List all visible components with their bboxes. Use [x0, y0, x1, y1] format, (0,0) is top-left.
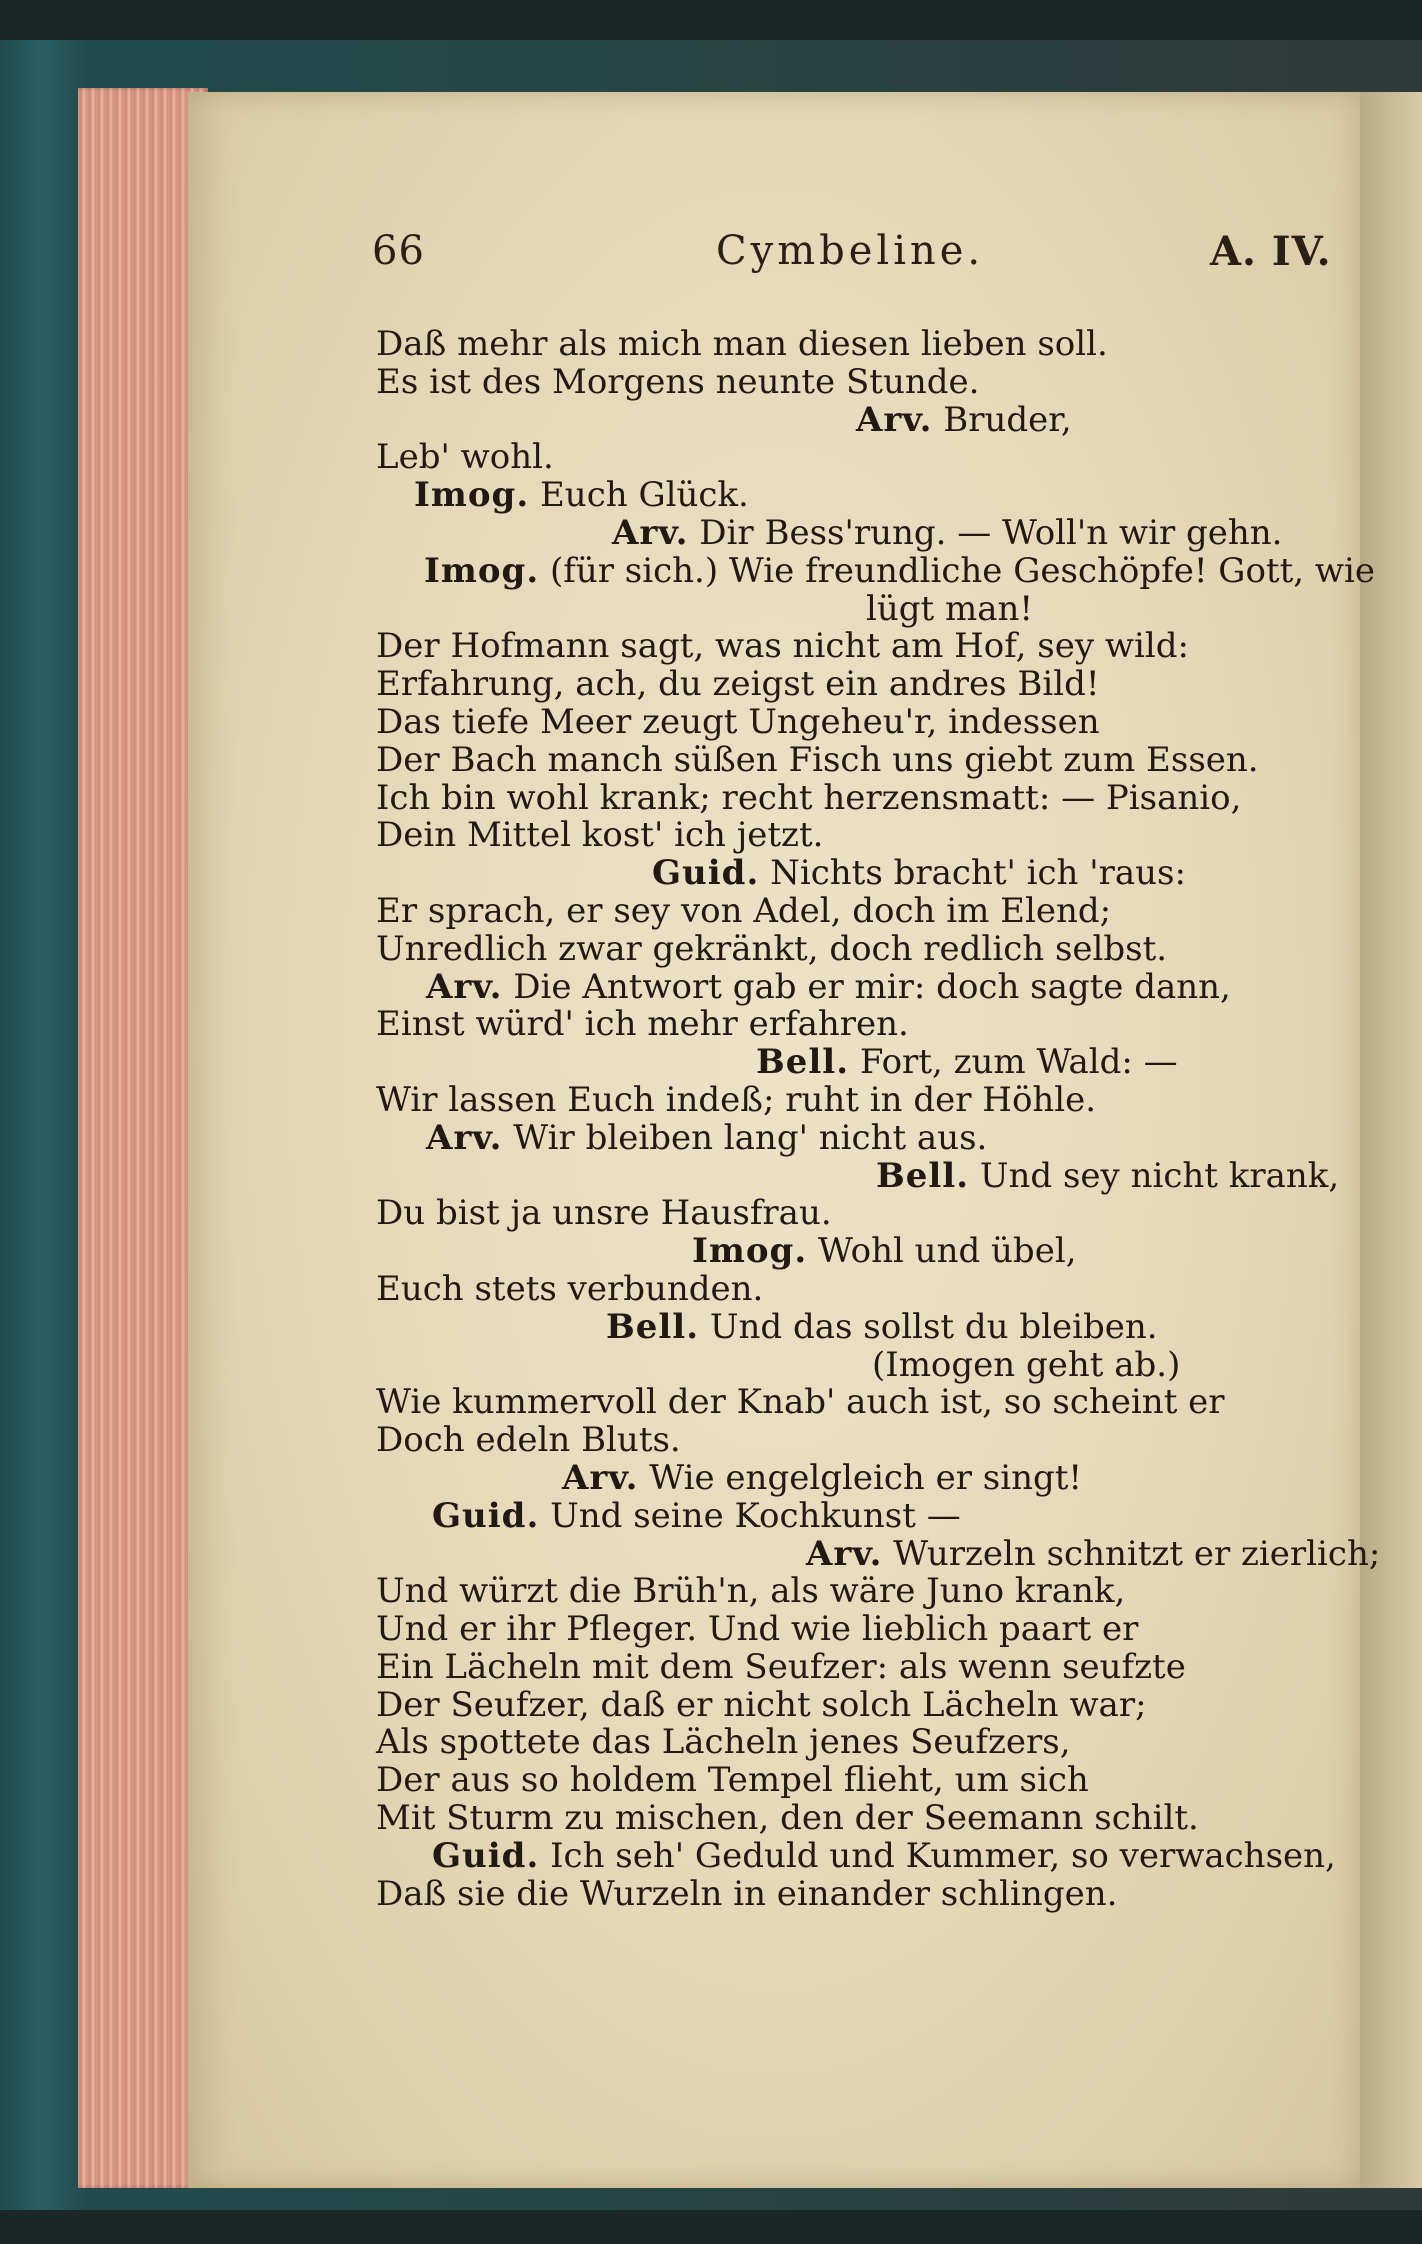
page-header — [0, 228, 1422, 288]
line-text: Wie engelgleich er singt! — [649, 1457, 1083, 1498]
line-text: Leb' wohl. — [376, 437, 554, 478]
line-text: Wie kummervoll der Knab' auch ist, so scheint er — [376, 1382, 1225, 1423]
text-line — [376, 777, 1346, 818]
speaker-name: Arv. — [612, 512, 689, 553]
line-text: Es ist des Morgens neunte Stunde. — [376, 361, 980, 402]
text-line — [376, 1611, 1346, 1649]
text-line — [376, 1457, 1346, 1498]
line-text: Unredlich zwar gekränkt, doch redlich selbst. — [376, 928, 1168, 969]
text-line — [376, 666, 1346, 704]
text-line — [376, 1800, 1346, 1838]
line-text: Er sprach, er sey von Adel, doch im Elend; — [376, 890, 1112, 931]
text-line — [376, 588, 1346, 629]
text-line — [376, 1344, 1346, 1385]
line-text: Euch stets verbunden. — [376, 1268, 764, 1309]
speaker-name: Arv. — [856, 399, 933, 440]
text-line — [376, 1006, 1346, 1044]
line-text: Wurzeln schnitzt er zierlich; — [893, 1533, 1381, 1574]
text-line — [376, 1306, 1346, 1347]
text-line — [376, 1646, 1346, 1687]
text-line — [376, 628, 1346, 666]
text-line — [376, 512, 1346, 553]
text-line — [376, 739, 1346, 780]
text-line — [376, 1384, 1346, 1422]
line-text: (für sich.) Wie freundliche Geschöpfe! Gott, wie — [549, 550, 1375, 591]
text-line — [376, 361, 1346, 402]
line-text: Und das sollst du bleiben. — [709, 1306, 1158, 1347]
text-line — [376, 817, 1346, 855]
line-text: Die Antwort gab er mir: doch sagte dann, — [513, 966, 1231, 1007]
play-text — [376, 324, 1381, 1914]
line-text: Das tiefe Meer zeugt Ungeheu'r, indessen — [376, 701, 1100, 742]
line-text: Als spottete das Lächeln jenes Seufzers, — [376, 1722, 1071, 1763]
text-line — [376, 1495, 1346, 1536]
line-text: Ein Lächeln mit dem Seufzer: als wenn seufzte — [376, 1646, 1186, 1687]
line-text: Wir lassen Euch indeß; ruht in der Höhle. — [376, 1079, 1097, 1120]
speaker-name: Arv. — [562, 1457, 639, 1498]
text-line — [376, 928, 1346, 969]
speaker-name: Bell. — [606, 1306, 700, 1347]
text-line — [376, 1762, 1346, 1800]
text-line — [376, 1835, 1346, 1876]
text-line — [376, 1233, 1346, 1271]
line-text: Daß mehr als mich man diesen lieben soll. — [376, 324, 1108, 364]
line-text: Wohl und übel, — [817, 1231, 1077, 1272]
text-line — [376, 966, 1346, 1007]
line-text: Nichts bracht' ich 'raus: — [770, 853, 1186, 894]
line-text: Euch Glück. — [539, 475, 749, 516]
text-line — [376, 1573, 1346, 1611]
next-page-edge — [1360, 92, 1422, 2188]
line-text: Und sey nicht krank, — [979, 1155, 1340, 1196]
line-text: Ich seh' Geduld und Kummer, so verwachsen, — [550, 1835, 1336, 1876]
text-line — [376, 399, 1346, 440]
line-text: Fort, zum Wald: — — [859, 1042, 1178, 1083]
line-text: Daß sie die Wurzeln in einander schlingen. — [376, 1873, 1118, 1914]
speaker-name: Bell. — [756, 1042, 850, 1083]
act-label: A. IV. — [1210, 228, 1332, 275]
text-line — [376, 1533, 1381, 1574]
text-line — [376, 439, 1346, 477]
line-text: Bruder, — [943, 399, 1072, 440]
text-line — [376, 1873, 1346, 1914]
text-line — [376, 477, 1346, 515]
text-line — [376, 1724, 1346, 1762]
text-line — [376, 1195, 1346, 1233]
line-text: Du bist ja unsre Hausfrau. — [376, 1193, 832, 1234]
text-line — [376, 890, 1346, 931]
text-line — [376, 1117, 1346, 1158]
line-text: Der aus so holdem Tempel flieht, um sich — [376, 1760, 1089, 1801]
line-text: Erfahrung, ach, du zeigst ein andres Bild! — [376, 664, 1100, 705]
page-number: 66 — [372, 228, 425, 274]
text-line — [376, 701, 1346, 742]
line-text: Doch edeln Bluts. — [376, 1420, 681, 1461]
text-line — [376, 1079, 1346, 1120]
line-text: Wir bleiben lang' nicht aus. — [513, 1117, 988, 1158]
text-line — [376, 1268, 1346, 1309]
text-line — [376, 1684, 1346, 1725]
running-title: Cymbeline. — [716, 228, 985, 274]
speaker-name: Guid. — [432, 1495, 540, 1536]
speaker-name: Guid. — [432, 1835, 540, 1876]
speaker-name: Guid. — [652, 853, 760, 894]
speaker-name: Arv. — [426, 966, 503, 1007]
speaker-name: Arv. — [426, 1117, 503, 1158]
line-text: Und seine Kochkunst — — [550, 1495, 961, 1536]
line-text: Einst würd' ich mehr erfahren. — [376, 1004, 909, 1045]
speaker-name: Imog. — [692, 1231, 808, 1272]
line-text: Dein Mittel kost' ich jetzt. — [376, 815, 824, 856]
text-line — [376, 1044, 1346, 1082]
line-text: Mit Sturm zu mischen, den der Seemann schilt. — [376, 1798, 1199, 1839]
speaker-name: Bell. — [876, 1155, 970, 1196]
text-line — [376, 855, 1346, 893]
text-line — [376, 550, 1375, 591]
line-text: Der Bach manch süßen Fisch uns giebt zum Essen. — [376, 739, 1259, 780]
speaker-name: Arv. — [806, 1533, 883, 1574]
text-line — [376, 1422, 1346, 1460]
line-text: (Imogen geht ab.) — [872, 1344, 1181, 1385]
line-text: Der Seufzer, daß er nicht solch Lächeln war; — [376, 1684, 1147, 1725]
speaker-name: Imog. — [424, 550, 540, 591]
speaker-name: Imog. — [414, 475, 530, 516]
line-text: Dir Bess'rung. — Woll'n wir gehn. — [699, 512, 1283, 553]
line-text: Ich bin wohl krank; recht herzensmatt: — Pisanio, — [376, 777, 1242, 818]
text-line — [376, 1155, 1346, 1196]
text-line — [376, 326, 1346, 364]
line-text: Und er ihr Pfleger. Und wie lieblich paart er — [376, 1609, 1139, 1650]
line-text: Der Hofmann sagt, was nicht am Hof, sey wild: — [376, 626, 1189, 667]
line-text: lügt man! — [866, 588, 1034, 629]
line-text: Und würzt die Brüh'n, als wäre Juno krank, — [376, 1571, 1126, 1612]
